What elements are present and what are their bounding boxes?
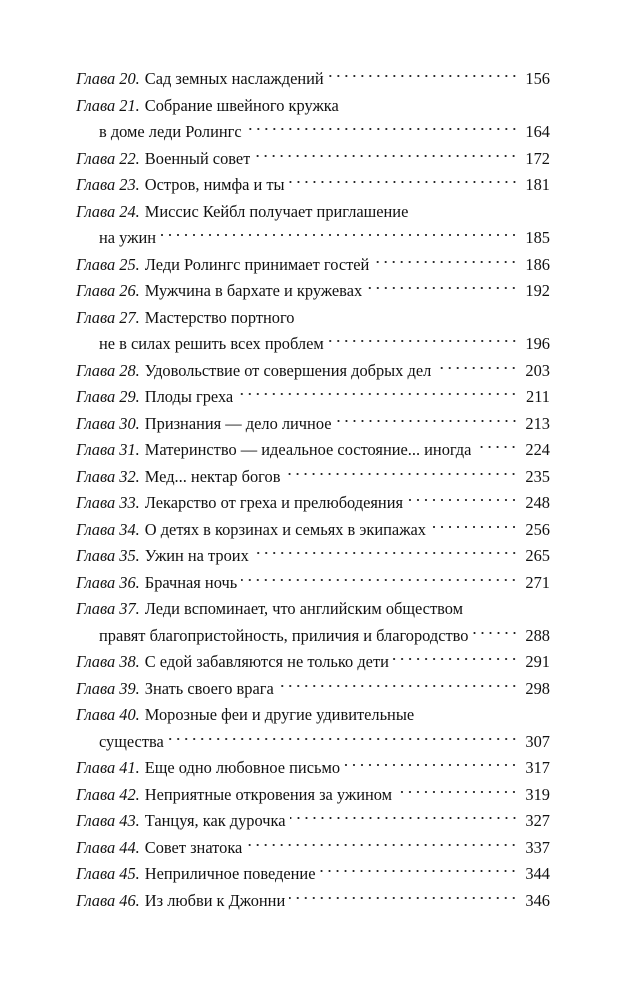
dot-leader	[289, 893, 518, 903]
chapter-label: Глава 36.	[76, 572, 140, 592]
chapter-title: Сад земных наслаждений	[144, 69, 324, 88]
dot-leader	[344, 760, 518, 770]
page-number: 307	[525, 731, 550, 751]
page-number: 185	[525, 228, 550, 247]
chapter-label: Глава 34.	[76, 519, 140, 539]
chapter-title: Совет знатока	[144, 837, 243, 857]
toc-entry[interactable]	[76, 437, 550, 464]
chapter-title: О детях в корзинах и семьях в экипажах	[144, 519, 426, 539]
dot-leader	[246, 840, 518, 850]
dot-leader	[253, 548, 518, 558]
chapter-label: Глава 22.	[76, 148, 140, 168]
page-number: 265	[525, 546, 550, 565]
chapter-label: Глава 42.	[76, 784, 140, 804]
chapter-title: Неприличное поведение	[144, 864, 316, 883]
toc-entry-first-line	[76, 490, 550, 517]
chapter-title: Леди вспоминает, что английским обществом	[144, 599, 463, 618]
chapter-title: Удовольствие от совершения добрых дел	[144, 360, 432, 380]
page-number: 213	[525, 413, 550, 433]
toc-entry[interactable]	[76, 861, 550, 888]
chapter-title: правят благопристойность, приличия и благородство	[99, 625, 469, 645]
chapter-title: Неприятные откровения за ужином	[144, 784, 393, 804]
chapter-title: Знать своего врага	[144, 678, 274, 698]
chapter-label: Глава 39.	[76, 678, 140, 698]
chapter-label: Глава 27.	[76, 307, 140, 327]
chapter-label: Глава 37.	[76, 599, 140, 618]
toc-entry-first-line	[76, 649, 550, 676]
chapter-title: Ужин на троих	[144, 546, 249, 565]
chapter-title: Танцуя, как дурочка	[144, 811, 286, 830]
chapter-title: существа	[99, 731, 164, 751]
toc-entry[interactable]	[76, 464, 550, 491]
toc-entry[interactable]	[76, 146, 550, 173]
toc-entry-first-line	[76, 835, 550, 862]
toc-entry-first-line	[76, 66, 550, 93]
toc-entry-continuation-line	[76, 331, 550, 358]
dot-leader	[237, 389, 518, 399]
page-number: 344	[525, 864, 550, 883]
page-number: 156	[525, 69, 550, 88]
toc-entry[interactable]	[76, 199, 550, 252]
chapter-label: Глава 32.	[76, 466, 140, 486]
dot-leader	[168, 734, 518, 744]
page-number: 203	[525, 360, 550, 380]
page-number: 164	[525, 122, 550, 141]
page-number: 337	[525, 837, 550, 857]
page-number: 327	[525, 811, 550, 830]
toc-entry-first-line	[76, 146, 550, 173]
page-number: 291	[525, 652, 550, 671]
chapter-title: Морозные феи и другие удивительные	[144, 705, 415, 724]
toc-entry[interactable]	[76, 66, 550, 93]
toc-entry[interactable]	[76, 93, 550, 146]
page-number: 346	[525, 890, 550, 910]
toc-entry[interactable]	[76, 676, 550, 703]
dot-leader	[290, 813, 518, 823]
chapter-label: Глава 45.	[76, 864, 140, 883]
toc-entry-first-line	[76, 570, 550, 597]
dot-leader	[475, 442, 518, 452]
chapter-title: Материнство — идеальное состояние... иногда	[144, 440, 472, 459]
page-number: 211	[526, 387, 550, 406]
toc-entry-first-line	[76, 596, 550, 623]
toc-entry[interactable]	[76, 543, 550, 570]
page-number: 192	[525, 281, 550, 300]
dot-leader	[396, 787, 518, 797]
chapter-label: Глава 35.	[76, 546, 140, 565]
toc-entry-first-line	[76, 252, 550, 279]
chapter-label: Глава 21.	[76, 95, 140, 115]
chapter-label: Глава 20.	[76, 69, 140, 88]
chapter-label: Глава 38.	[76, 652, 140, 671]
toc-entry[interactable]	[76, 305, 550, 358]
toc-entry-continuation-line	[76, 729, 550, 756]
toc-entry[interactable]	[76, 411, 550, 438]
page-number: 319	[525, 784, 550, 804]
page-number: 256	[525, 519, 550, 539]
dot-leader	[160, 230, 518, 240]
chapter-label: Глава 31.	[76, 440, 140, 459]
dot-leader	[373, 257, 518, 267]
dot-leader	[473, 628, 519, 638]
chapter-title: Мед... нектар богов	[144, 466, 281, 486]
chapter-label: Глава 43.	[76, 811, 140, 830]
page-number: 186	[525, 254, 550, 274]
toc-entry-continuation-line	[76, 623, 550, 650]
chapter-title: Миссис Кейбл получает приглашение	[144, 201, 409, 221]
toc-entry-first-line	[76, 93, 550, 120]
page-number: 196	[525, 334, 550, 353]
toc-entry-first-line	[76, 676, 550, 703]
chapter-label: Глава 25.	[76, 254, 140, 274]
toc-entry-continuation-line	[76, 225, 550, 252]
toc-entry[interactable]	[76, 570, 550, 597]
chapter-title: С едой забавляются не только дети	[144, 652, 389, 671]
dot-leader	[278, 681, 518, 691]
chapter-title: на ужин	[99, 228, 156, 247]
toc-entry-first-line	[76, 384, 550, 411]
chapter-label: Глава 24.	[76, 201, 140, 221]
toc-entry[interactable]	[76, 808, 550, 835]
toc-entry-first-line	[76, 199, 550, 226]
chapter-title: Еще одно любовное письмо	[144, 758, 341, 777]
toc-entry-first-line	[76, 755, 550, 782]
toc-entry-first-line	[76, 702, 550, 729]
dot-leader	[366, 283, 518, 293]
page-number: 248	[525, 493, 550, 512]
toc-entry-first-line	[76, 411, 550, 438]
toc-entry-first-line	[76, 861, 550, 888]
dot-leader	[328, 71, 518, 81]
page-number: 288	[525, 625, 550, 645]
chapter-title: Мастерство портного	[144, 307, 295, 327]
chapter-title: Плоды греха	[144, 387, 234, 406]
page-number: 181	[525, 175, 550, 194]
toc-entry-first-line	[76, 888, 550, 915]
chapter-title: Леди Ролингс принимает гостей	[144, 254, 370, 274]
toc-entry[interactable]	[76, 490, 550, 517]
chapter-title: в доме леди Ролингс	[99, 122, 242, 141]
toc-entry-continuation-line	[76, 119, 550, 146]
chapter-title: Лекарство от греха и прелюбодеяния	[144, 493, 404, 512]
toc-entry[interactable]	[76, 172, 550, 199]
chapter-label: Глава 26.	[76, 281, 140, 300]
toc-entry-first-line	[76, 172, 550, 199]
chapter-title: Остров, нимфа и ты	[144, 175, 285, 194]
toc-entry-first-line	[76, 543, 550, 570]
dot-leader	[289, 177, 518, 187]
toc-entry[interactable]	[76, 517, 550, 544]
toc-entry[interactable]	[76, 252, 550, 279]
dot-leader	[328, 336, 518, 346]
page-number: 317	[525, 758, 550, 777]
toc-entry[interactable]	[76, 596, 550, 649]
chapter-title: не в силах решить всех проблем	[99, 334, 324, 353]
table-of-contents	[76, 66, 550, 914]
page-number: 298	[525, 678, 550, 698]
dot-leader	[284, 469, 518, 479]
chapter-label: Глава 29.	[76, 387, 140, 406]
toc-entry[interactable]	[76, 888, 550, 915]
dot-leader	[336, 416, 519, 426]
toc-entry-first-line	[76, 278, 550, 305]
dot-leader	[393, 654, 518, 664]
page-number: 271	[525, 572, 550, 592]
dot-leader	[430, 522, 518, 532]
chapter-title: Военный совет	[144, 148, 251, 168]
toc-entry-first-line	[76, 437, 550, 464]
chapter-title: Из любви к Джонни	[144, 890, 286, 910]
chapter-label: Глава 30.	[76, 413, 140, 433]
chapter-label: Глава 46.	[76, 890, 140, 910]
chapter-label: Глава 44.	[76, 837, 140, 857]
toc-entry[interactable]	[76, 782, 550, 809]
page-number: 172	[525, 148, 550, 168]
chapter-label: Глава 40.	[76, 705, 140, 724]
chapter-label: Глава 23.	[76, 175, 140, 194]
toc-entry[interactable]	[76, 278, 550, 305]
chapter-label: Глава 33.	[76, 493, 140, 512]
toc-entry-first-line	[76, 305, 550, 332]
toc-entry-first-line	[76, 782, 550, 809]
chapter-title: Мужчина в бархате и кружевах	[144, 281, 363, 300]
chapter-title: Собрание швейного кружка	[144, 95, 339, 115]
toc-entry[interactable]	[76, 384, 550, 411]
dot-leader	[246, 124, 518, 134]
dot-leader	[407, 495, 518, 505]
toc-entry[interactable]	[76, 649, 550, 676]
page-number: 235	[525, 466, 550, 486]
toc-entry[interactable]	[76, 702, 550, 755]
toc-entry-first-line	[76, 464, 550, 491]
toc-entry[interactable]	[76, 835, 550, 862]
dot-leader	[319, 866, 518, 876]
dot-leader	[241, 575, 518, 585]
toc-entry-first-line	[76, 358, 550, 385]
toc-entry-first-line	[76, 517, 550, 544]
chapter-title: Брачная ночь	[144, 572, 238, 592]
chapter-label: Глава 41.	[76, 758, 140, 777]
chapter-label: Глава 28.	[76, 360, 140, 380]
toc-list	[76, 66, 550, 914]
toc-entry[interactable]	[76, 358, 550, 385]
dot-leader	[254, 151, 518, 161]
toc-entry[interactable]	[76, 755, 550, 782]
chapter-title: Признания — дело личное	[144, 413, 332, 433]
page-number: 224	[525, 440, 550, 459]
toc-entry-first-line	[76, 808, 550, 835]
dot-leader	[435, 363, 518, 373]
